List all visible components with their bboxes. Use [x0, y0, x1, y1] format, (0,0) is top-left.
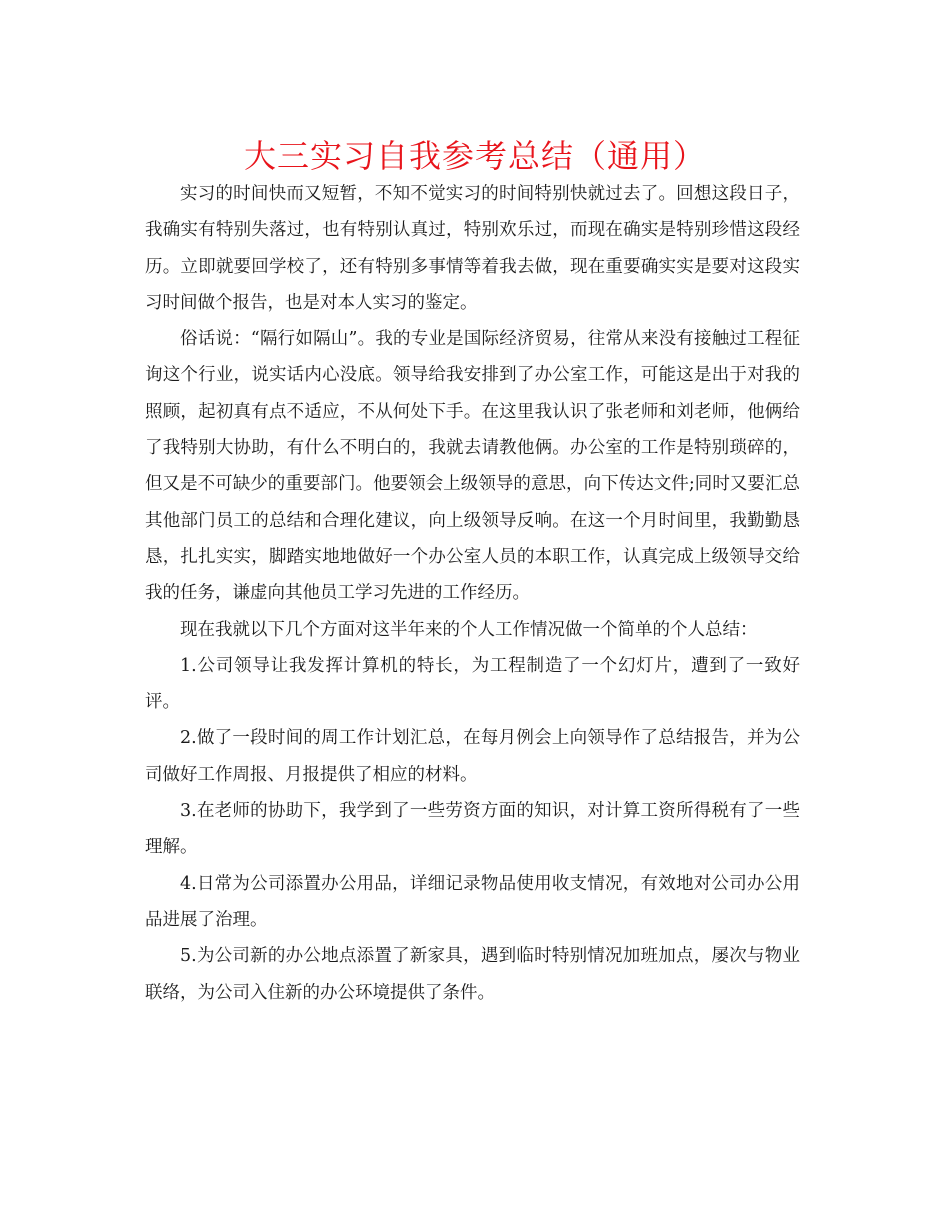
document-body: [145, 176, 800, 1011]
list-item-4: 4.日常为公司添置办公用品，详细记录物品使用收支情况，有效地对公司办公用品进展了治理。: [145, 873, 800, 930]
paragraph-intro: 实习的时间快而又短暂，不知不觉实习的时间特别快就过去了。回想这段日子，我确实有特别失落过，也有特别认真过，特别欢乐过，而现在确实是特别珍惜这段经历。立即就要回学校了，还有特别多事情等着我去做，现在重要确实实是要对这段实习时间做个报告，也是对本人实习的鉴定。: [145, 184, 800, 313]
list-item-2: 2.做了一段时间的周工作计划汇总，在每月例会上向领导作了总结报告，并为公司做好工作周报、月报提供了相应的材料。: [145, 728, 800, 785]
document-title: 大三实习自我参考总结（通用）: [243, 137, 706, 175]
list-item-5: 5.为公司新的办公地点添置了新家具，遇到临时特别情况加班加点，屡次与物业联络，为公司入住新的办公环境提供了条件。: [145, 946, 800, 1003]
list-item-3: 3.在老师的协助下，我学到了一些劳资方面的知识，对计算工资所得税有了一些理解。: [145, 801, 800, 858]
list-item-1: 1.公司领导让我发挥计算机的特长，为工程制造了一个幻灯片，遭到了一致好评。: [145, 655, 800, 713]
paragraph-summary-lead: 现在我就以下几个方面对这半年来的个人工作情况做一个简单的个人总结：: [180, 619, 758, 640]
paragraph-work-experience: 俗话说：“隔行如隔山”。我的专业是国际经济贸易，往常从来没有接触过工程征询这个行业，说实话内心没底。领导给我安排到了办公室工作，可能这是出于对我的照顾，起初真有点不适应，不从何处下手。在这里我认识了张老师和刘老师，他俩给了我特别大协助，有什么不明白的，我就去请教他俩。办公室的工作是特别琐碎的，但又是不可缺少的重要部门。他要领会上级领导的意思，向下传达文件;同时又要汇总其他部门员工的总结和合理化建议，向上级领导反响。在这一个月时间里，我勤勤恳恳，扎扎实实，脚踏实地地做好一个办公室人员的本职工作，认真完成上级领导交给我的任务，谦虚向其他员工学习先进的工作经历。: [145, 329, 800, 604]
